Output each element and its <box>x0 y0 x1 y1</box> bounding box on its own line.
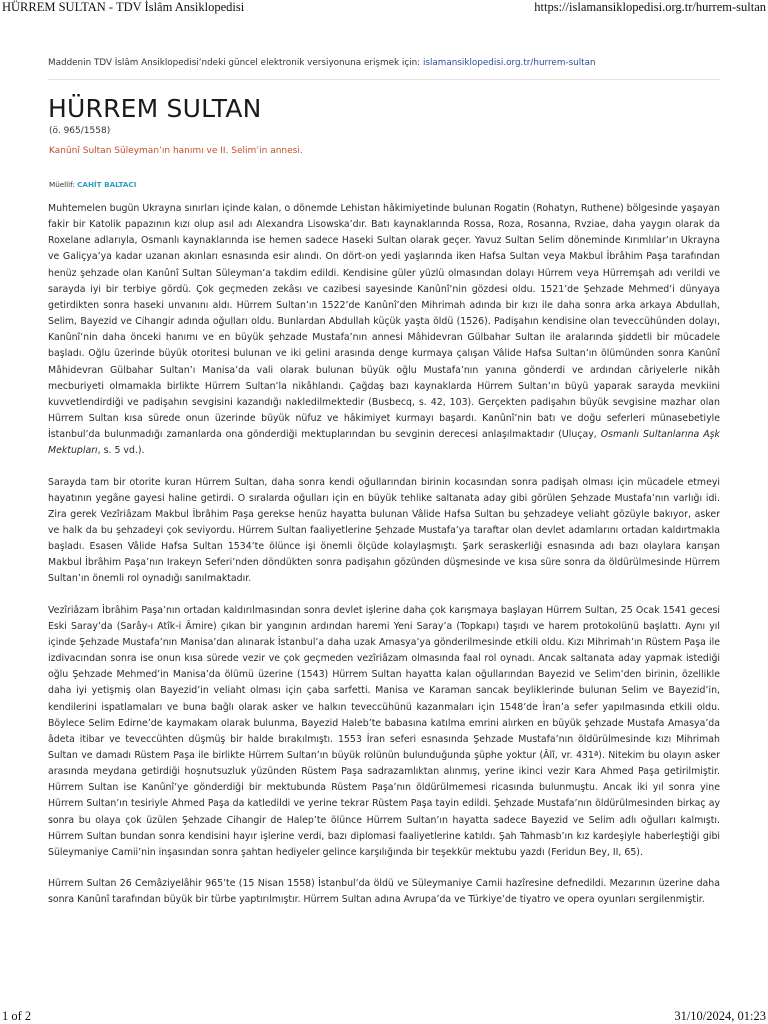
article-body <box>48 201 720 923</box>
article-title: HÜRREM SULTAN <box>48 94 262 123</box>
divider <box>48 79 720 80</box>
print-header-url: https://islamansiklopedisi.org.tr/hurrem-sultan <box>534 0 766 14</box>
print-header-title: HÜRREM SULTAN - TDV İslâm Ansiklopedisi <box>2 0 245 14</box>
page-count: 1 of 2 <box>2 1009 32 1023</box>
electronic-version-notice <box>48 58 596 68</box>
author-line <box>49 180 136 189</box>
paragraph-1-end: , s. 5 vd.). <box>97 445 145 457</box>
print-header <box>0 0 768 15</box>
author-name[interactable]: CAHİT BALTACI <box>77 180 137 189</box>
author-label: Müellif: <box>49 180 78 189</box>
article-subtitle: Kanûnî Sultan Süleyman’ın hanımı ve II. Selim’in annesi. <box>49 146 303 156</box>
notice-text: Maddenin TDV İslâm Ansiklopedisi’ndeki güncel elektronik versiyonuna erişmek için: <box>48 58 423 68</box>
print-footer <box>0 1009 768 1024</box>
paragraph-1-text: Muhtemelen bugün Ukrayna sınırları içinde kalan, o dönemde Lehistan hâkimiyetinde bulunan Rogatin (Rohatyn, Ruthene) bölgesinde yaşayan fakir bir Katolik papazının kızı olup asıl adı Alexandra Lisowska’dır. Batı kaynaklarında Rossa, Roza, Rosanna, Rvziae, daha yaygın olarak da Roxelane adlarıyla, Osmanlı kaynaklarında ise hemen sadece Haseki Sultan olarak geçer. Yavuz Sultan Selim döneminde Kırımlılar’ın Ukrayna ve Galiçya’ya kadar uzanan akınları esnasında esir alındı. On dört-on yedi yaşlarında iken Hafsa Sultan veya Makbul İbrâhim Paşa tarafından henüz şehzade olan Kanûnî Sultan Süleyman’a takdim edildi. Kendisine güler yüzlü olmasından dolayı Hürrem veya Hürremşah adı verildi ve sarayda iyi bir terbiye gördü. Çok geçmeden zekâsı ve cazibesi sayesinde Kanûnî’nin gözdesi oldu. 1521’de Şehzade Mehmed’i dünyaya getirdikten sonra haseki unvanını aldı. Hürrem Sultan’ın 1522’de Kanûnî’den Mihrimah adında bir kızı ile daha sonra arka arkaya Abdullah, Selim, Bayezid ve Cihangir adında oğulları oldu. Bunlardan Abdullah küçük yaşta öldü (1526). Padişahın kendisine olan teveccühünden dolayı, Kanûnî’nin daha önceki hanımı ve en büyük şehzade Mustafa’nın annesi Mâhidevran Gülbahar Sultan ile aralarında şiddetli bir mücadele başladı. Oğlu üzerinde büyük otoritesi bulunan ve iki gelini arasında denge kurmaya çalışan Vâlide Hafsa Sultan’ın ölümünden sonra Kanûnî Mâhidevran Gülbahar Sultan’ı Manisa’da vali olarak bulunan büyük oğlu Mustafa’nın yanına gönderdi ve ardından câriyelerle nikâh mecburiyeti olmamakla birlikte Hürrem Sultan’la nikâhlandı. Çağdaş bazı kaynaklarda Hürrem Sultan’ın büyü yaparak sarayda mevkiini kuvvetlendirdiği ve padişahın sevgisini kazandığı nakledilmektedir (Busbecq, s. 42, 103). Gerçekten padişahın büyük sevgisine mazhar olan Hürrem Sultan kısa sürede onun üzerinde büyük nüfuz ve hâkimiyet kurmayı başardı. Kanûnî’nin batı ve doğu seferleri münasebetiyle İstanbul’da bulunmadığı zamanlarda ona gönderdiği mektuplarından bu sevginin derecesi anlaşılmaktadır (Uluçay, <box>48 203 720 441</box>
paragraph-1 <box>48 201 720 460</box>
paragraph-1-italic-title: Osmanlı Sultanlarına Aşk Mektupları <box>48 429 720 457</box>
paragraph-3: Vezîriâzam İbrâhim Paşa’nın ortadan kaldırılmasından sonra devlet işlerine daha çok karışmaya başlayan Hürrem Sultan, 25 Ocak 1541 gecesi Eski Saray’da (Sarây-ı Atîk-i Âmire) çıkan bir yangının ardından haremi Yeni Saray’a (Topkapı) taşıdı ve harem protokolünü başlattı. Aynı yıl içinde Şehzade Mustafa’nın Manisa’dan alınarak İstanbul’a daha uzak Amasya’ya gönderilmesinde etkili oldu. Kızı Mihrimah’ın Rüstem Paşa ile izdivacından sonra ise onun kısa sürede vezir ve çok geçmeden vezîriâzam olmasında faal rol oynadı. Ancak saltanata aday yapmak istediği oğlu Şehzade Mehmed’in Manisa’da ölümü üzerine (1543) Hürrem Sultan hayatta kalan oğullarından Bayezid ve Selim’den birinin, özellikle daha iyi yetişmiş olan Bayezid’in veliaht olması için çaba sarfetti. Manisa ve Karaman sancak beyliklerinde bulunan Selim ve Bayezid’in, kendilerini ispatlamaları ve buna bağlı olarak asker ve halkın teveccühünü kazanmaları için 1548’de İran’a sefer yapılmasında etkili oldu. Böylece Selim Edirne’de kaymakam olarak bulunma, Bayezid Haleb’te babasına katılma emrini alırken en büyük şehzade Mustafa Amasya’da âdeta itibar ve teveccühten düşmüş bir halde bırakılmıştı. 1553 İran seferi esnasında Şehzade Mustafa’nın öldürülmesinde kızı Mihrimah Sultan ve damadı Rüstem Paşa ile birlikte Hürrem Sultan’ın büyük rolünün bulunduğunda şüphe yoktur (Âlî, vr. 431ª). Nitekim bu olayın asker arasında meydana getirdiği hoşnutsuzluk yüzünden Rüstem Paşa sadrazamlıktan alınmış, yerine ikinci vezir Kara Ahmed Paşa getirilmiştir. Hürrem Sultan ise Kanûnî’ye gönderdiği bir mektubunda Rüstem Paşa’nın öldürülmemesi ricasında bulunmuştu. Ancak iki yıl sonra yine Hürrem Sultan’ın tesiriyle Ahmed Paşa da katledildi ve yerine tekrar Rüstem Paşa tayin edildi. Şehzade Mustafa’nın öldürülmesinden birkaç ay sonra bu olaya çok üzülen Şehzade Cihangir de Halep’te ölünce Hürrem Sultan’ın hayatta sadece Bayezid ve Selim adlı oğulları kalmıştı. Hürrem Sultan bundan sonra kendisini hayır işlerine verdi, bazı diplomasi faaliyetlerine katıldı. Şah Tahmasb’ın kız kardeşiyle haberleştiği gibi Süleymaniye Camii’nin inşasından sonra şahtan hediyeler gelince karşılığında bir teşekkür mektubu yazdı (Feridun Bey, II, 65). <box>48 604 720 858</box>
article-dates: (ö. 965/1558) <box>49 126 111 136</box>
notice-link[interactable]: islamansiklopedisi.org.tr/hurrem-sultan <box>422 58 596 68</box>
paragraph-4: Hürrem Sultan 26 Cemâziyelâhir 965’te (15 Nisan 1558) İstanbul’da öldü ve Süleymaniye Camii hazîresine defnedildi. Mezarının üzerine daha sonra Kanûnî tarafından büyük bir türbe yaptırılmıştır. Hürrem Sultan adına Avrupa’da ve Türkiye’de tiyatro ve opera oyunları sergilenmiştir. <box>48 878 720 906</box>
print-timestamp: 31/10/2024, 01:23 <box>674 1009 766 1023</box>
paragraph-2: Sarayda tam bir otorite kuran Hürrem Sultan, daha sonra kendi oğullarından birinin kocasından sonra padişah olması için mücadele etmeyi hayatının yegâne gayesi haline getirdi. O sıralarda oğulları için en büyük tehlike saltanata aday gibi görülen Şehzade Mustafa’nın varlığı idi. Zira gerek Vezîriâzam Makbul İbrâhim Paşa gerekse henüz hayatta bulunan Vâlide Hafsa Sultan bu şehzadeye veliaht gözüyle bakıyor, asker ve halk da bu şehzadeyi çok seviyordu. Hürrem Sultan faaliyetlerine Şehzade Mustafa’ya taraftar olan devlet adamlarını ortadan kaldırtmakla başladı. Esasen Vâlide Hafsa Sultan 1534’te ölünce işi önemli ölçüde kolaylaşmıştı. Şark seraskerliği esnasında adı bazı olaylara karışan Makbul İbrâhim Paşa’nın Irakeyn Seferi’nden döndükten sonra padişahın gözünden düşmesinde ve kısa süre sonra da öldürülmesinde Hürrem Sultan’ın önemli rol oynadığı sanılmaktadır. <box>48 476 720 585</box>
